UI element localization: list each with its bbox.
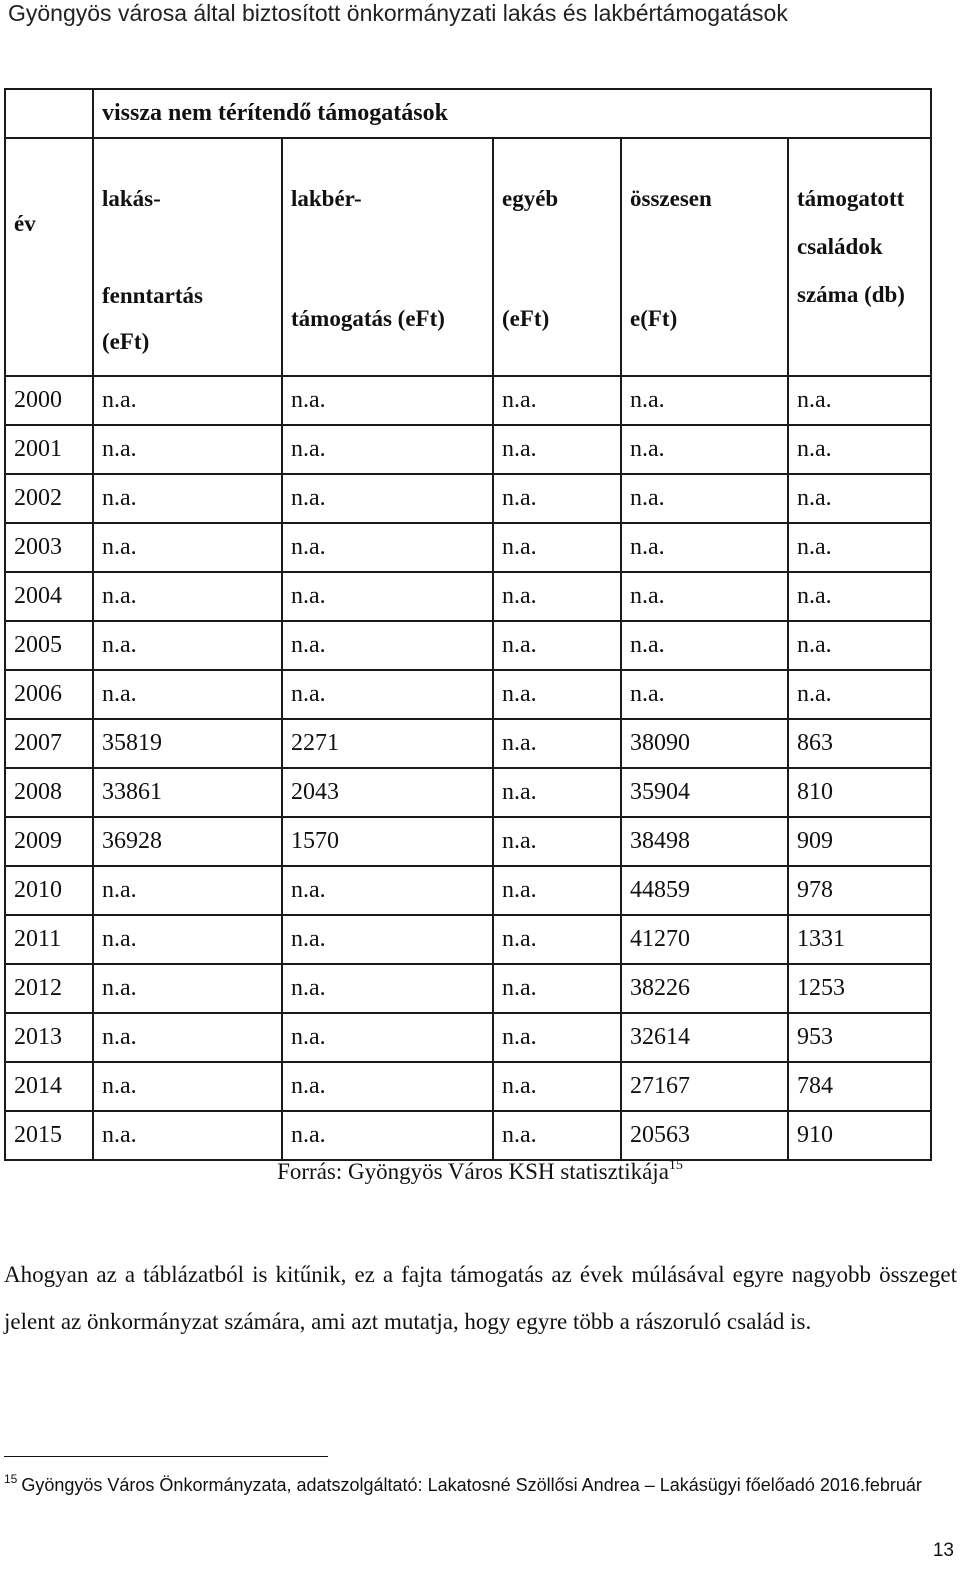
year-cell: 2010 (5, 866, 93, 915)
rent-cell: n.a. (282, 866, 493, 915)
header-families-line3: száma (db) (797, 282, 905, 307)
table-row (5, 376, 931, 425)
other-cell: n.a. (493, 1062, 621, 1111)
corner-cell (5, 89, 93, 138)
year-cell: 2005 (5, 621, 93, 670)
year-cell: 2012 (5, 964, 93, 1013)
source-text: Forrás: Gyöngyös Város KSH statisztikája (277, 1159, 669, 1184)
rent-cell: n.a. (282, 964, 493, 1013)
column-header-row (5, 138, 931, 376)
header-year (5, 138, 93, 376)
maintenance-cell: n.a. (93, 621, 282, 670)
total-cell: 41270 (621, 915, 788, 964)
header-maint-line2: fenntartás (102, 283, 203, 308)
maintenance-cell: n.a. (93, 376, 282, 425)
header-families (788, 138, 931, 376)
footnote (4, 1465, 944, 1499)
families-cell: n.a. (788, 425, 931, 474)
rent-cell: n.a. (282, 1111, 493, 1160)
table-row (5, 523, 931, 572)
rent-cell: 2043 (282, 768, 493, 817)
footnote-divider (4, 1456, 328, 1457)
total-cell: n.a. (621, 523, 788, 572)
rent-cell: n.a. (282, 621, 493, 670)
table-row (5, 1062, 931, 1111)
year-cell: 2002 (5, 474, 93, 523)
table-row (5, 621, 931, 670)
rent-cell: 1570 (282, 817, 493, 866)
page-heading: Gyöngyös városa által biztosított önkormányzati lakás és lakbértámogatások (8, 0, 788, 26)
families-cell: n.a. (788, 376, 931, 425)
year-cell: 2004 (5, 572, 93, 621)
rent-cell: n.a. (282, 915, 493, 964)
total-cell: n.a. (621, 670, 788, 719)
support-table (4, 88, 932, 1161)
rent-cell: n.a. (282, 670, 493, 719)
table-row (5, 425, 931, 474)
maintenance-cell: n.a. (93, 425, 282, 474)
maintenance-cell: n.a. (93, 1062, 282, 1111)
year-cell: 2009 (5, 817, 93, 866)
table-row (5, 915, 931, 964)
table-row (5, 572, 931, 621)
page-number: 13 (932, 1540, 954, 1561)
year-cell: 2013 (5, 1013, 93, 1062)
total-cell: 35904 (621, 768, 788, 817)
year-cell: 2008 (5, 768, 93, 817)
maintenance-cell: 35819 (93, 719, 282, 768)
total-cell: 20563 (621, 1111, 788, 1160)
header-maint-line3: (eFt) (102, 329, 150, 354)
header-total-line2: e(Ft) (630, 306, 678, 331)
maintenance-cell: n.a. (93, 523, 282, 572)
other-cell: n.a. (493, 572, 621, 621)
other-cell: n.a. (493, 866, 621, 915)
maintenance-cell: n.a. (93, 1013, 282, 1062)
families-cell: n.a. (788, 474, 931, 523)
other-cell: n.a. (493, 523, 621, 572)
year-cell: 2014 (5, 1062, 93, 1111)
total-cell: 44859 (621, 866, 788, 915)
table-row (5, 768, 931, 817)
total-cell: n.a. (621, 376, 788, 425)
other-cell: n.a. (493, 964, 621, 1013)
total-cell: n.a. (621, 621, 788, 670)
other-cell: n.a. (493, 1013, 621, 1062)
families-cell: 910 (788, 1111, 931, 1160)
families-cell: 978 (788, 866, 931, 915)
year-cell: 2015 (5, 1111, 93, 1160)
families-cell: 810 (788, 768, 931, 817)
table-row (5, 866, 931, 915)
rent-cell: n.a. (282, 376, 493, 425)
other-cell: n.a. (493, 1111, 621, 1160)
maintenance-cell: 36928 (93, 817, 282, 866)
total-cell: 38226 (621, 964, 788, 1013)
total-cell: n.a. (621, 425, 788, 474)
header-other-line2: (eFt) (502, 306, 550, 331)
year-cell: 2007 (5, 719, 93, 768)
header-total-line1: összesen (630, 186, 712, 211)
table-row (5, 1013, 931, 1062)
other-cell: n.a. (493, 670, 621, 719)
other-cell: n.a. (493, 817, 621, 866)
maintenance-cell: n.a. (93, 670, 282, 719)
table-source (0, 1158, 960, 1185)
other-cell: n.a. (493, 425, 621, 474)
families-cell: 1331 (788, 915, 931, 964)
maintenance-cell: n.a. (93, 572, 282, 621)
rent-cell: n.a. (282, 1062, 493, 1111)
header-total (621, 138, 788, 376)
table-row (5, 1111, 931, 1160)
total-cell: 32614 (621, 1013, 788, 1062)
total-cell: 38498 (621, 817, 788, 866)
rent-cell: n.a. (282, 474, 493, 523)
maintenance-cell: n.a. (93, 866, 282, 915)
header-other (493, 138, 621, 376)
total-cell: n.a. (621, 572, 788, 621)
header-rent-line1: lakbér- (291, 186, 362, 211)
maintenance-cell: 33861 (93, 768, 282, 817)
rent-cell: 2271 (282, 719, 493, 768)
other-cell: n.a. (493, 915, 621, 964)
other-cell: n.a. (493, 621, 621, 670)
families-cell: 909 (788, 817, 931, 866)
header-year-label: év (14, 211, 36, 236)
year-cell: 2001 (5, 425, 93, 474)
header-other-line1: egyéb (502, 186, 559, 211)
other-cell: n.a. (493, 768, 621, 817)
other-cell: n.a. (493, 719, 621, 768)
maintenance-cell: n.a. (93, 1111, 282, 1160)
header-families-line1: támogatott (797, 186, 905, 211)
rent-cell: n.a. (282, 1013, 493, 1062)
table-row (5, 719, 931, 768)
rent-cell: n.a. (282, 425, 493, 474)
families-cell: 1253 (788, 964, 931, 1013)
other-cell: n.a. (493, 474, 621, 523)
table-row (5, 474, 931, 523)
families-cell: 953 (788, 1013, 931, 1062)
header-maintenance (93, 138, 282, 376)
year-cell: 2003 (5, 523, 93, 572)
year-cell: 2006 (5, 670, 93, 719)
total-cell: 27167 (621, 1062, 788, 1111)
maintenance-cell: n.a. (93, 474, 282, 523)
table-row (5, 670, 931, 719)
group-header: vissza nem térítendő támogatások (93, 89, 931, 138)
families-cell: 863 (788, 719, 931, 768)
group-header-row (5, 89, 931, 138)
body-paragraph: Ahogyan az a táblázatból is kitűnik, ez a fajta támogatás az évek múlásával egyre nagyobb összeget jelent az önkormányzat számára, ami azt mutatja, hogy egyre több a rászoruló család is. (4, 1262, 957, 1334)
maintenance-cell: n.a. (93, 964, 282, 1013)
table-row (5, 964, 931, 1013)
source-footnote-ref: 15 (668, 1158, 683, 1173)
header-families-line2: családok (797, 234, 883, 259)
header-rent (282, 138, 493, 376)
year-cell: 2011 (5, 915, 93, 964)
header-rent-line2: támogatás (eFt) (291, 306, 445, 331)
total-cell: n.a. (621, 474, 788, 523)
families-cell: n.a. (788, 572, 931, 621)
other-cell: n.a. (493, 376, 621, 425)
rent-cell: n.a. (282, 523, 493, 572)
header-maint-line1: lakás- (102, 186, 161, 211)
table-row (5, 817, 931, 866)
families-cell: n.a. (788, 621, 931, 670)
year-cell: 2000 (5, 376, 93, 425)
families-cell: n.a. (788, 670, 931, 719)
families-cell: 784 (788, 1062, 931, 1111)
total-cell: 38090 (621, 719, 788, 768)
rent-cell: n.a. (282, 572, 493, 621)
maintenance-cell: n.a. (93, 915, 282, 964)
families-cell: n.a. (788, 523, 931, 572)
footnote-text: Gyöngyös Város Önkormányzata, adatszolgáltató: Lakatosné Szöllősi Andrea – Lakásügyi főelőadó 2016.február (21, 1475, 922, 1495)
footnote-number: 15 (4, 1472, 18, 1486)
